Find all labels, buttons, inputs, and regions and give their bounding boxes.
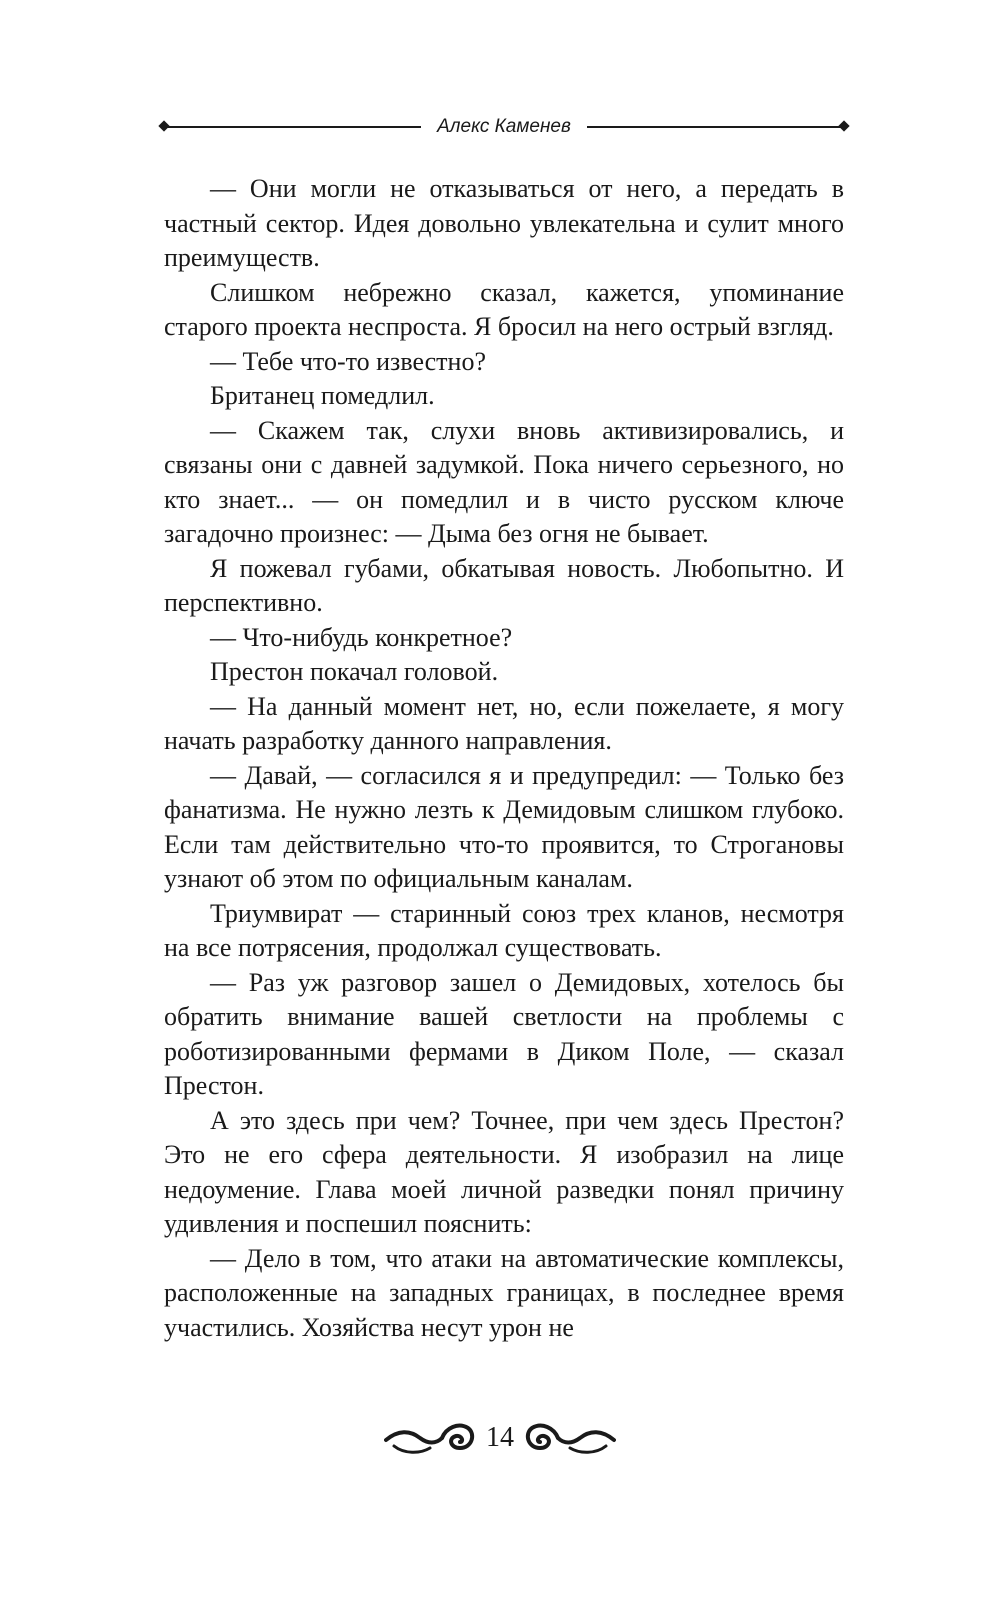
paragraph: Я пожевал губами, обкатывая новость. Любопытно. И перспективно.: [164, 553, 844, 617]
header-rule-left: [164, 126, 421, 128]
header-author: Алекс Каменев: [437, 116, 571, 137]
paragraph: — Дело в том, что атаки на автоматические комплексы, расположенные на западных границах, в последнее время участились. Хозяйства несут урон не: [164, 1243, 844, 1342]
paragraph: — На данный момент нет, но, если пожелаете, я могу начать разработку данного направления.: [164, 691, 844, 755]
flourish-left-icon: [384, 1418, 476, 1458]
paragraph: — Они могли не отказываться от него, а передать в частный сектор. Идея довольно увлекательна и сулит много преимуществ.: [164, 174, 844, 272]
paragraph: А это здесь при чем? Точнее, при чем здесь Престон? Это не его сфера деятельности. Я изобразил на лице недоумение. Глава моей личной разведки понял причину удивления и поспешил пояснить:: [164, 1105, 844, 1238]
paragraph: — Давай, — согласился я и предупредил: — Только без фанатизма. Не нужно лезть к Демидовым слишком глубоко. Если там действительно что-то проявится, то Строгановы узнают об этом по официальным каналам.: [164, 760, 844, 893]
paragraph: Британец помедлил.: [210, 381, 435, 410]
paragraph: — Раз уж разговор зашел о Демидовых, хотелось бы обратить внимание вашей светлости на проблемы с роботизированными фермами в Диком Поле, — сказал Престон.: [164, 967, 844, 1100]
running-header: [164, 112, 844, 142]
page-number: 14: [486, 1422, 514, 1453]
paragraph: — Тебе что-то известно?: [210, 346, 486, 376]
body-text: [164, 172, 844, 1345]
paragraph: Слишком небрежно сказал, кажется, упоминание старого проекта неспроста. Я бросил на него острый взгляд.: [164, 277, 844, 341]
paragraph: Престон покачал головой.: [210, 657, 499, 686]
page-footer: [0, 1412, 1000, 1464]
paragraph: — Что-нибудь конкретное?: [210, 622, 513, 652]
paragraph: Триумвират — старинный союз трех кланов, несмотря на все потрясения, продолжал существовать.: [164, 898, 844, 962]
flourish-right-icon: [524, 1418, 616, 1458]
header-rule-right: [587, 126, 844, 128]
paragraph: — Скажем так, слухи вновь активизировались, и связаны они с давней задумкой. Пока ничего серьезного, но кто знает... — он помедлил и в чисто русском ключе загадочно произнес: — Дыма без огня не бывает.: [164, 415, 844, 548]
